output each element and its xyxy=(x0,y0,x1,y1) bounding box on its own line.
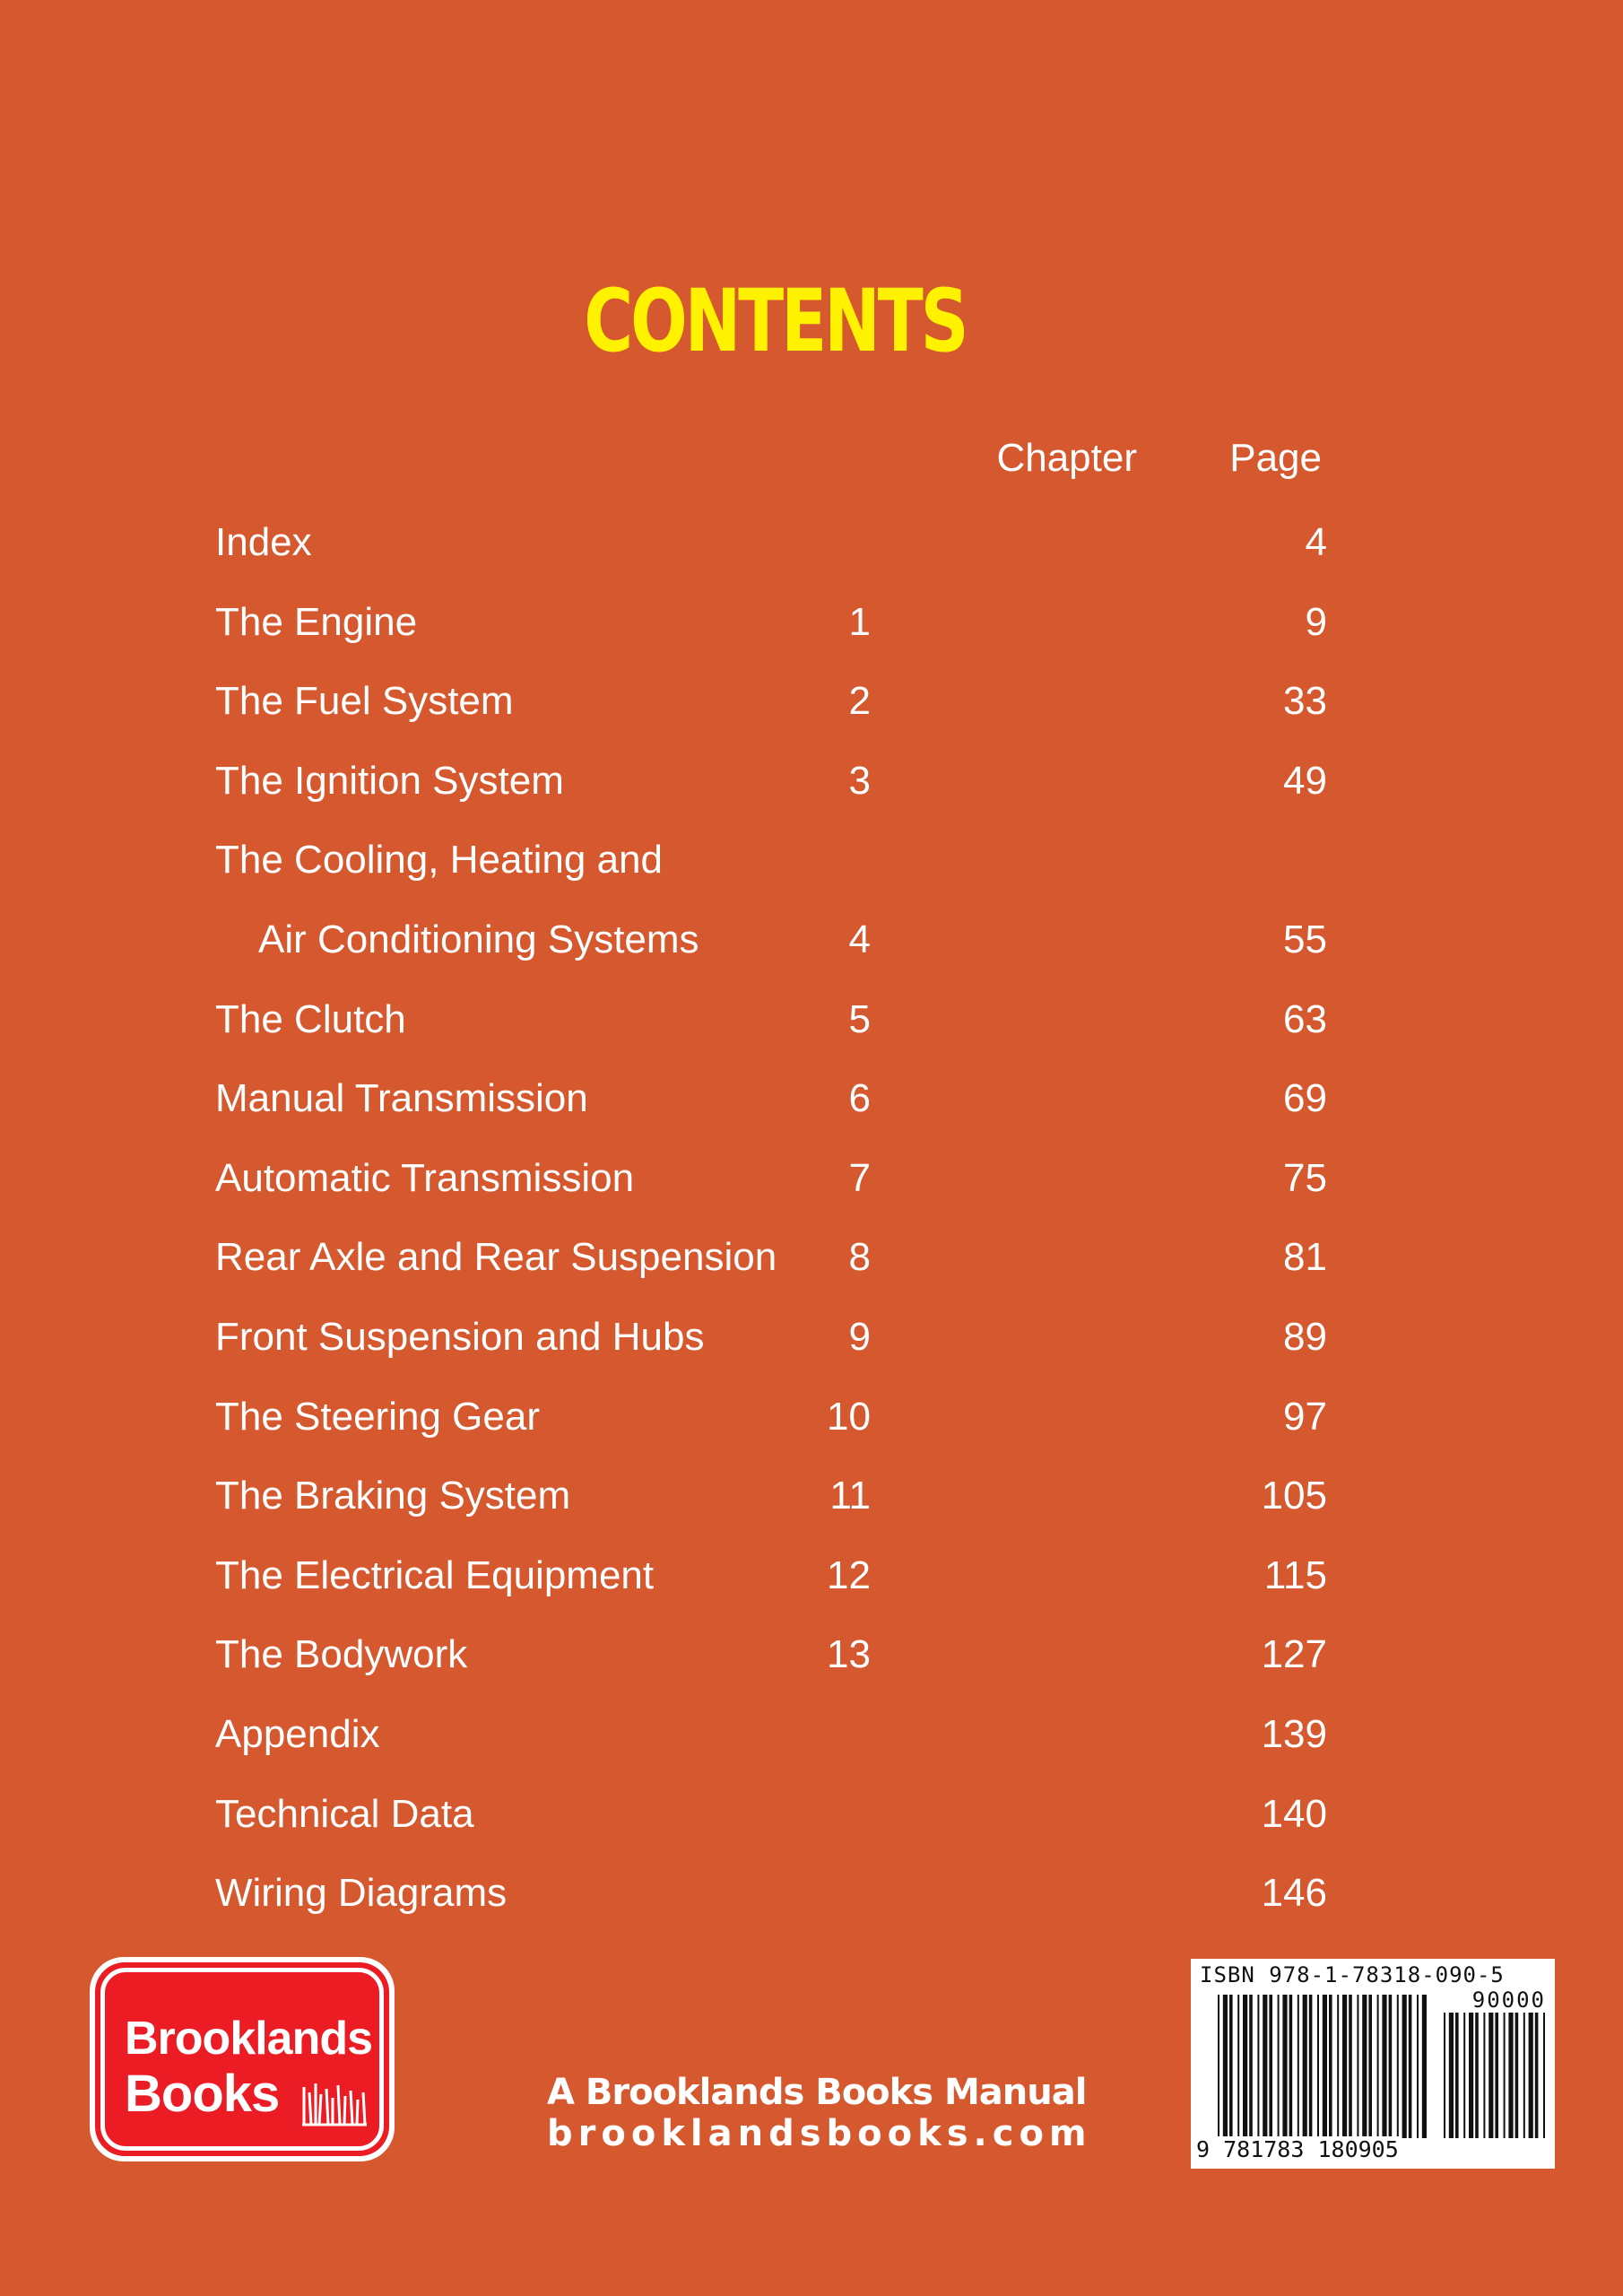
barcode-bar xyxy=(1309,1995,1313,2138)
toc-chapter: 4 xyxy=(848,917,871,961)
logo-text-line1: Brooklands xyxy=(125,2013,373,2065)
publisher-footer xyxy=(547,2072,1092,2154)
barcode-bar xyxy=(1495,2013,1498,2138)
toc-chapter: 9 xyxy=(848,1314,871,1359)
barcode-bar xyxy=(1483,2013,1485,2138)
barcode-bar xyxy=(1377,1995,1379,2138)
toc-chapter: 11 xyxy=(829,1474,871,1518)
toc-page: 75 xyxy=(1283,1155,1327,1200)
toc-row xyxy=(215,516,1327,596)
barcode-bar xyxy=(1508,2013,1513,2138)
toc-chapter: 12 xyxy=(827,1552,871,1597)
toc-row xyxy=(215,1469,1327,1549)
barcode-bar xyxy=(1475,2013,1479,2138)
barcode-bar xyxy=(1349,1995,1352,2138)
toc-label: Automatic Transmission xyxy=(215,1155,635,1200)
toc-label: The Cooling, Heating and xyxy=(215,838,663,883)
barcode-bar xyxy=(1229,1995,1233,2138)
barcode-bar xyxy=(1337,1995,1339,2138)
barcode-bar xyxy=(1282,1995,1287,2138)
page-title: CONTENTS xyxy=(584,271,967,371)
toc-label: Appendix xyxy=(215,1711,380,1756)
toc-row xyxy=(215,1152,1327,1231)
barcode-bar xyxy=(1449,2013,1454,2138)
barcode-bar xyxy=(1243,1995,1247,2138)
barcode-bar xyxy=(1257,1995,1259,2138)
toc-page: 140 xyxy=(1261,1791,1327,1836)
barcode-bar xyxy=(1515,2013,1519,2138)
toc-chapter: 10 xyxy=(827,1394,871,1439)
barcode-bar xyxy=(1223,1995,1228,2138)
toc-chapter: 1 xyxy=(848,599,871,644)
barcode-bar xyxy=(1329,1995,1332,2138)
page-column-header: Page xyxy=(1229,436,1322,480)
toc-label: The Fuel System xyxy=(215,679,514,724)
toc-chapter: 6 xyxy=(848,1076,871,1121)
toc-row xyxy=(215,1072,1327,1152)
toc-page: 146 xyxy=(1261,1871,1327,1916)
barcode-bar xyxy=(1289,1995,1293,2138)
barcode-bar xyxy=(1218,1995,1219,2138)
toc-page: 63 xyxy=(1283,996,1327,1041)
toc-page: 127 xyxy=(1261,1632,1327,1677)
toc-row xyxy=(215,596,1327,675)
barcode-bar xyxy=(1357,1995,1358,2138)
chapter-column-header: Chapter xyxy=(996,436,1137,480)
table-of-contents xyxy=(215,516,1327,1946)
toc-row xyxy=(215,754,1327,834)
toc-page: 49 xyxy=(1283,758,1327,803)
toc-page: 139 xyxy=(1261,1711,1327,1756)
toc-page: 105 xyxy=(1261,1474,1327,1518)
toc-row xyxy=(215,1390,1327,1470)
isbn-barcode xyxy=(1191,1959,1555,2169)
barcode-bar xyxy=(1422,1995,1427,2138)
barcode-bar xyxy=(1409,1995,1412,2138)
barcode-bar xyxy=(1362,1995,1367,2138)
toc-label: The Steering Gear xyxy=(215,1394,540,1439)
barcode-bar xyxy=(1535,2013,1539,2138)
toc-chapter: 5 xyxy=(848,996,871,1041)
toc-row xyxy=(215,1628,1327,1708)
barcode-bar xyxy=(1529,2013,1533,2138)
isbn-label: ISBN 978-1-78318-090-5 xyxy=(1200,1962,1505,1987)
barcode-bar xyxy=(1469,2013,1473,2138)
toc-label: Air Conditioning Systems xyxy=(258,917,699,961)
barcode-bar xyxy=(1444,2013,1445,2138)
logo-text-line2: Books xyxy=(125,2065,280,2123)
barcode-bar xyxy=(1543,2013,1545,2138)
toc-label: Wiring Diagrams xyxy=(215,1871,508,1916)
toc-label: The Ignition System xyxy=(215,758,564,803)
toc-label: The Braking System xyxy=(215,1474,571,1518)
barcode-bar xyxy=(1389,1995,1393,2138)
toc-row xyxy=(215,1787,1327,1867)
toc-row xyxy=(215,1866,1327,1946)
toc-chapter: 3 xyxy=(848,758,871,803)
barcode-bar xyxy=(1303,1995,1307,2138)
barcode-bar xyxy=(1342,1995,1347,2138)
website-url: brooklandsbooks.com xyxy=(547,2113,1092,2154)
toc-label: The Clutch xyxy=(215,996,406,1041)
barcode-bar xyxy=(1298,1995,1299,2138)
toc-row xyxy=(215,913,1327,993)
toc-page: 69 xyxy=(1283,1076,1327,1121)
toc-chapter: 8 xyxy=(848,1235,871,1280)
barcode-bar xyxy=(1463,2013,1465,2138)
toc-page: 33 xyxy=(1283,679,1327,724)
barcode-bar xyxy=(1323,1995,1327,2138)
barcode-bar xyxy=(1368,1995,1372,2138)
brooklands-books-logo xyxy=(90,1957,395,2161)
toc-label: Manual Transmission xyxy=(215,1076,588,1121)
barcode-bar xyxy=(1237,1995,1239,2138)
books-shelf-icon xyxy=(300,2080,369,2126)
barcode-bar xyxy=(1402,1995,1407,2138)
toc-chapter: 2 xyxy=(848,679,871,724)
toc-row xyxy=(215,1708,1327,1787)
barcode-bar xyxy=(1504,2013,1506,2138)
barcode-bar xyxy=(1317,1995,1319,2138)
barcode-bar xyxy=(1488,2013,1493,2138)
toc-label: The Bodywork xyxy=(215,1632,468,1677)
barcode-bar xyxy=(1382,1995,1386,2138)
toc-label: The Electrical Equipment xyxy=(215,1552,655,1597)
barcode-bar xyxy=(1455,2013,1459,2138)
toc-row xyxy=(215,1549,1327,1629)
toc-row xyxy=(215,674,1327,754)
toc-page: 97 xyxy=(1283,1394,1327,1439)
barcode-bar xyxy=(1278,1995,1280,2138)
barcode-bar xyxy=(1523,2013,1525,2138)
ean-number: 9 781783 180905 xyxy=(1196,2136,1399,2162)
toc-page: 89 xyxy=(1283,1314,1327,1359)
barcode-bar xyxy=(1263,1995,1267,2138)
toc-label: Rear Axle and Rear Suspension xyxy=(215,1235,777,1280)
toc-row xyxy=(215,1310,1327,1390)
toc-chapter: 13 xyxy=(827,1632,871,1677)
toc-page: 9 xyxy=(1305,599,1327,644)
manual-line: A Brooklands Books Manual xyxy=(547,2072,1087,2113)
barcode-bar xyxy=(1269,1995,1272,2138)
toc-row xyxy=(215,1231,1327,1310)
toc-chapter: 7 xyxy=(848,1155,871,1200)
barcode-bar xyxy=(1249,1995,1253,2138)
toc-label: Front Suspension and Hubs xyxy=(215,1314,705,1359)
toc-row xyxy=(215,993,1327,1073)
barcode-bar xyxy=(1397,1995,1399,2138)
addon-code: 90000 xyxy=(1471,1987,1546,2013)
toc-page: 4 xyxy=(1305,520,1327,564)
barcode-bar xyxy=(1417,1995,1419,2138)
toc-page: 55 xyxy=(1283,917,1327,961)
toc-row xyxy=(215,833,1327,913)
toc-label: Index xyxy=(215,520,312,564)
toc-page: 81 xyxy=(1283,1235,1327,1280)
toc-label: The Engine xyxy=(215,599,418,644)
toc-page: 115 xyxy=(1263,1552,1327,1597)
toc-label: Technical Data xyxy=(215,1791,474,1836)
